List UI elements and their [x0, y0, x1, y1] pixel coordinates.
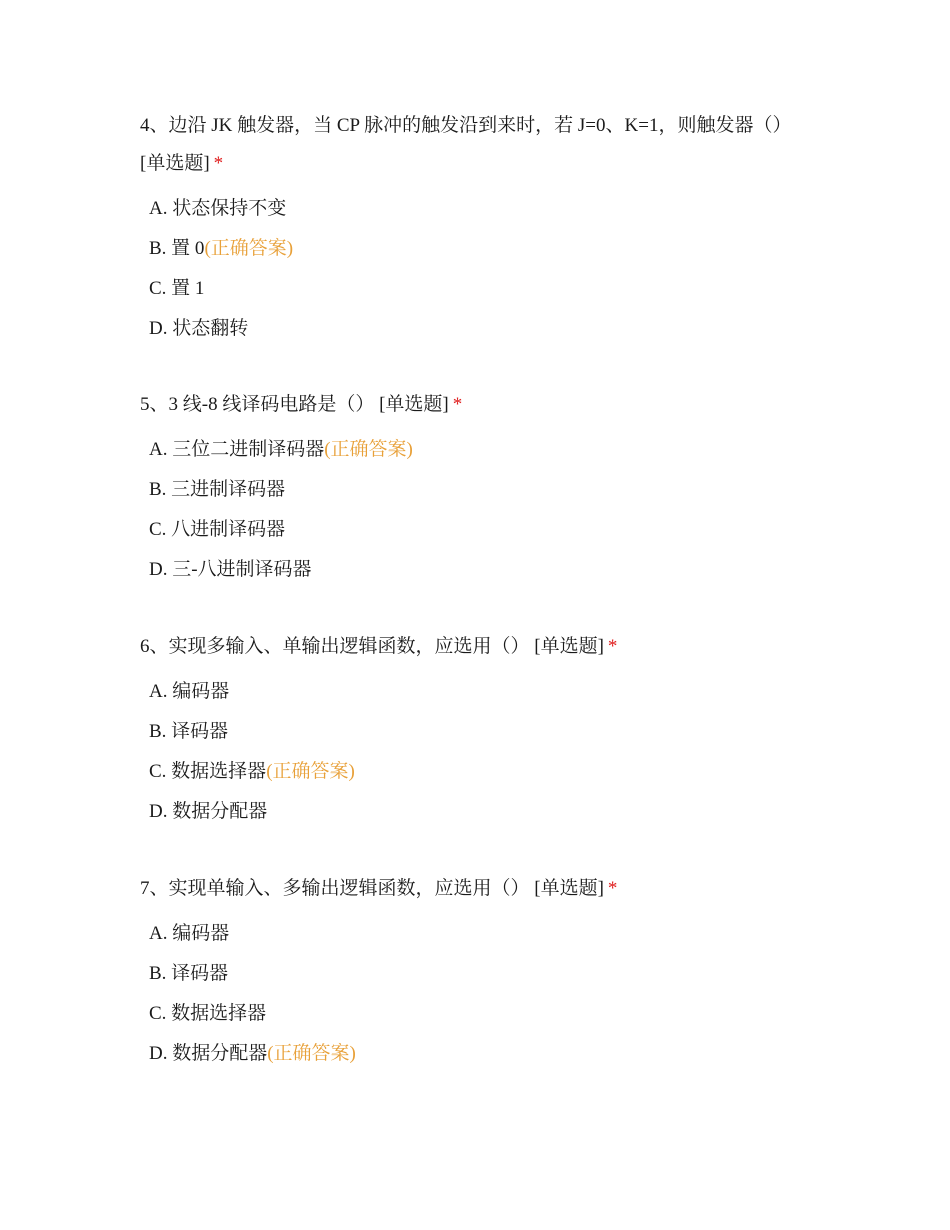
required-mark: * [607, 878, 618, 899]
option-text: A. 三位二进制译码器 [149, 439, 325, 460]
option-item [149, 1034, 820, 1074]
question-title [140, 628, 820, 666]
option-item [149, 752, 820, 792]
required-mark: * [213, 153, 224, 174]
question-block [140, 870, 820, 1074]
option-text: D. 状态翻转 [149, 318, 249, 339]
option-list [140, 914, 820, 1074]
correct-answer-label: (正确答案) [204, 238, 294, 259]
option-item [149, 189, 820, 229]
option-text: C. 数据选择器 [149, 1003, 267, 1024]
correct-answer-label: (正确答案) [267, 1043, 356, 1064]
option-item [149, 712, 820, 752]
option-text: D. 数据分配器 [149, 801, 268, 822]
option-item [149, 470, 820, 510]
option-item [149, 430, 820, 470]
option-list [140, 430, 820, 590]
option-item [149, 229, 820, 269]
option-text: D. 三-八进制译码器 [149, 559, 312, 580]
option-text: C. 八进制译码器 [149, 519, 286, 540]
question-title [140, 870, 820, 908]
option-text: B. 译码器 [149, 963, 229, 984]
question-text: 7、实现单输入、多输出逻辑函数，应选用（） [单选题] [140, 878, 604, 899]
question-block [140, 107, 820, 349]
option-text: A. 编码器 [149, 681, 230, 702]
question-block [140, 386, 820, 590]
option-text: A. 状态保持不变 [149, 198, 287, 219]
required-mark: * [452, 394, 463, 415]
option-item [149, 550, 820, 590]
option-list [140, 672, 820, 832]
correct-answer-label: (正确答案) [266, 761, 355, 782]
question-text: 6、实现多输入、单输出逻辑函数，应选用（） [单选题] [140, 636, 604, 657]
option-text: D. 数据分配器 [149, 1043, 268, 1064]
option-text: C. 数据选择器 [149, 761, 267, 782]
option-text: B. 三进制译码器 [149, 479, 286, 500]
option-item [149, 510, 820, 550]
option-item [149, 672, 820, 712]
option-item [149, 914, 820, 954]
question-text: 4、边沿 JK 触发器，当 CP 脉冲的触发沿到来时，若 J=0、K=1，则触发器（） [单选题] [140, 115, 792, 174]
option-item [149, 954, 820, 994]
option-text: C. 置 1 [149, 278, 205, 299]
correct-answer-label: (正确答案) [324, 439, 413, 460]
question-title [140, 386, 820, 424]
option-item [149, 994, 820, 1034]
option-item [149, 792, 820, 832]
question-text: 5、3 线-8 线译码电路是（） [单选题] [140, 394, 449, 415]
required-mark: * [607, 636, 618, 657]
option-item [149, 309, 820, 349]
option-text: B. 译码器 [149, 721, 229, 742]
option-list [140, 189, 820, 349]
option-text: A. 编码器 [149, 923, 230, 944]
option-text: B. 置 0 [149, 238, 205, 259]
question-block [140, 628, 820, 832]
question-title [140, 107, 820, 183]
option-item [149, 269, 820, 309]
